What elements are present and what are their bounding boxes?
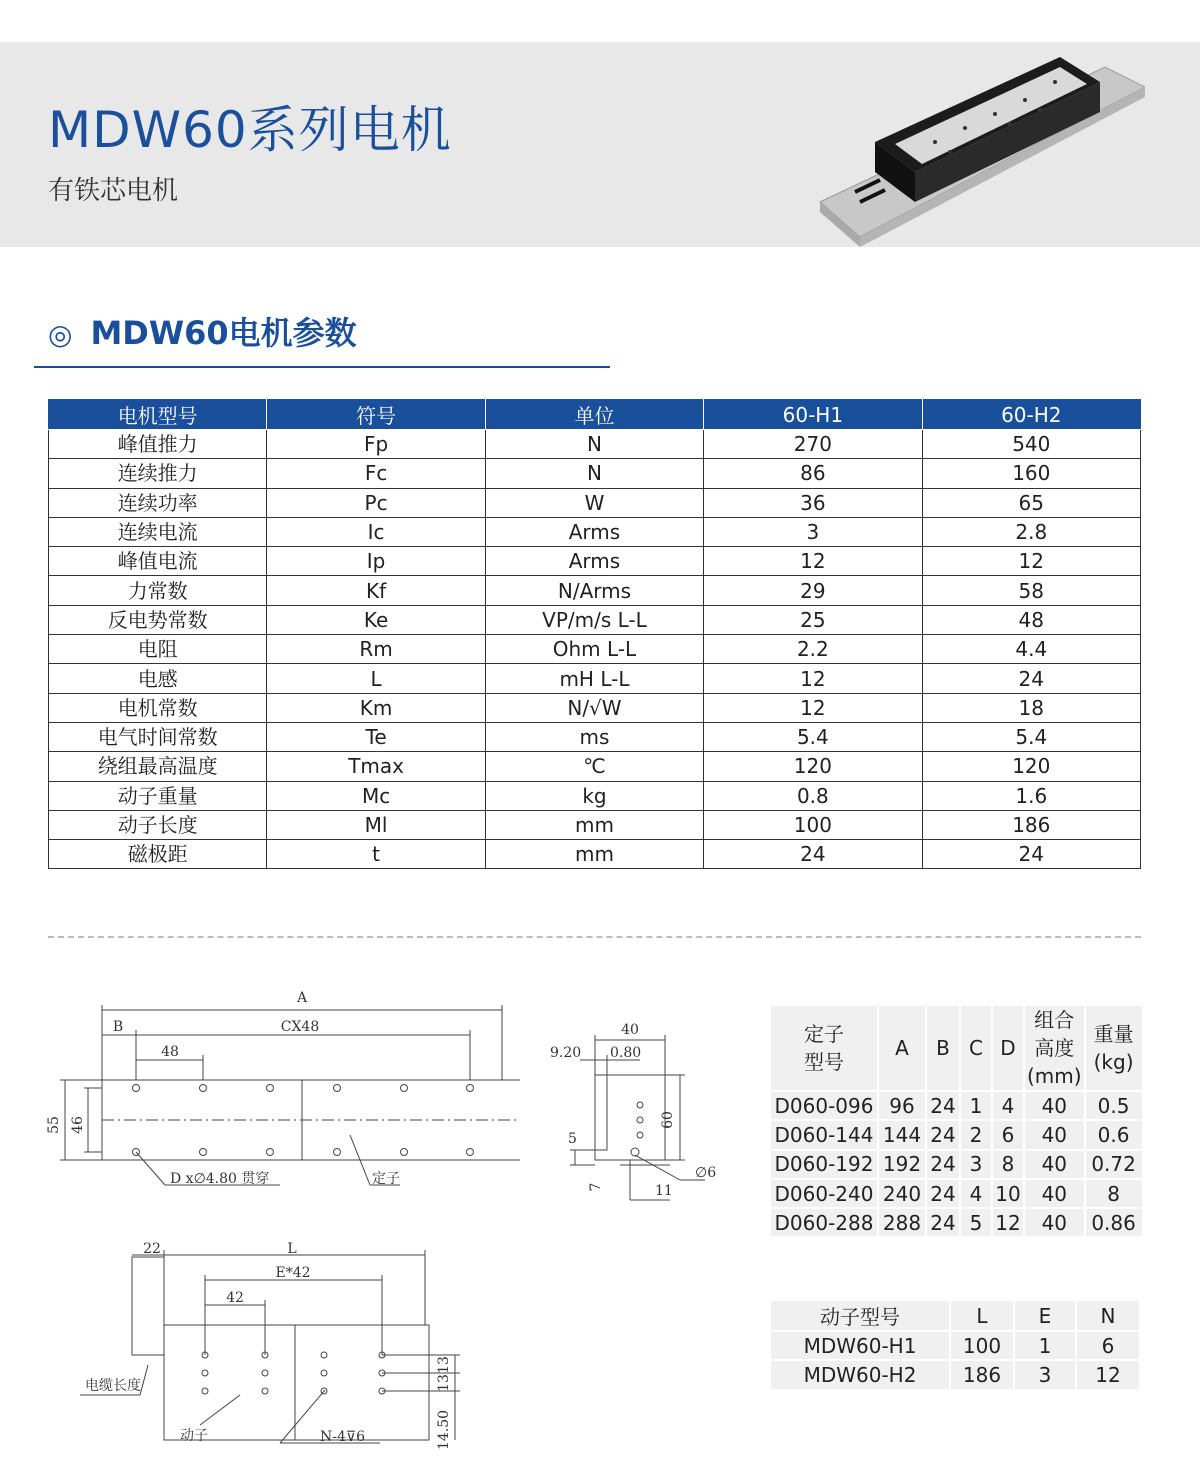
table-cell: D060-144 bbox=[770, 1120, 878, 1149]
mover-header-row bbox=[770, 1300, 1140, 1331]
table-cell: 192 bbox=[878, 1150, 926, 1179]
table-cell: 24 bbox=[922, 664, 1140, 693]
mover-header-cell: N bbox=[1076, 1300, 1140, 1331]
table-cell: D060-192 bbox=[770, 1150, 878, 1179]
table-cell: 连续功率 bbox=[49, 488, 267, 517]
table-cell: 240 bbox=[878, 1179, 926, 1208]
table-cell: 120 bbox=[704, 752, 922, 781]
table-cell: N bbox=[485, 430, 703, 459]
table-cell: 连续推力 bbox=[49, 459, 267, 488]
stator-header-cell: 组合 高度 (mm) bbox=[1024, 1005, 1085, 1091]
table-row bbox=[49, 840, 1141, 869]
stator-top-drawing bbox=[40, 985, 520, 1195]
table-cell: 100 bbox=[704, 810, 922, 839]
table-cell: 86 bbox=[704, 459, 922, 488]
table-cell: N bbox=[485, 459, 703, 488]
hole-mark bbox=[321, 1352, 327, 1358]
hole-mark bbox=[334, 1149, 341, 1156]
table-cell: 0.5 bbox=[1085, 1091, 1143, 1120]
table-cell: 峰值推力 bbox=[49, 430, 267, 459]
hole-mark bbox=[200, 1085, 207, 1092]
dim-46: 46 bbox=[70, 1116, 86, 1134]
table-cell: 24 bbox=[926, 1091, 960, 1120]
dim-13b: 13 bbox=[436, 1374, 452, 1392]
cable-label: 电缆长度 bbox=[85, 1378, 141, 1394]
table-cell: Mc bbox=[267, 781, 485, 810]
table-cell: D060-096 bbox=[770, 1091, 878, 1120]
table-cell: VP/m/s L-L bbox=[485, 605, 703, 634]
divider bbox=[48, 936, 1141, 938]
table-cell: 5.4 bbox=[704, 722, 922, 751]
table-cell: D060-288 bbox=[770, 1208, 878, 1237]
stator-header-cell: A bbox=[878, 1005, 926, 1091]
hole-mark bbox=[262, 1370, 268, 1376]
dim-11: 11 bbox=[655, 1183, 673, 1199]
table-cell: 40 bbox=[1024, 1120, 1085, 1149]
table-cell: Ke bbox=[267, 605, 485, 634]
dim-5: 5 bbox=[568, 1131, 577, 1147]
table-cell: 5.4 bbox=[922, 722, 1140, 751]
table-cell: 2 bbox=[960, 1120, 992, 1149]
page-title: MDW60系列电机 bbox=[48, 101, 452, 159]
table-cell: Ohm L-L bbox=[485, 635, 703, 664]
page-subtitle: 有铁芯电机 bbox=[48, 176, 179, 206]
mover-drawing bbox=[80, 1235, 480, 1460]
table-cell: Fp bbox=[267, 430, 485, 459]
stator-header-cell: 重量 (kg) bbox=[1085, 1005, 1143, 1091]
dim-080: 0.80 bbox=[610, 1045, 642, 1061]
mover-label: 动子 bbox=[180, 1428, 208, 1444]
section-title bbox=[48, 308, 357, 354]
table-cell: t bbox=[267, 840, 485, 869]
table-cell: 0.6 bbox=[1085, 1120, 1143, 1149]
dim-48: 48 bbox=[161, 1044, 179, 1060]
table-cell: 24 bbox=[926, 1208, 960, 1237]
stator-table bbox=[769, 1004, 1144, 1238]
side-view-drawing bbox=[540, 1015, 740, 1205]
dim-l: L bbox=[287, 1241, 297, 1257]
table-cell: ℃ bbox=[485, 752, 703, 781]
table-cell: Ml bbox=[267, 810, 485, 839]
table-cell: Te bbox=[267, 722, 485, 751]
table-cell: Fc bbox=[267, 459, 485, 488]
table-cell: 100 bbox=[950, 1331, 1014, 1360]
table-cell: 18 bbox=[922, 693, 1140, 722]
table-cell: 24 bbox=[926, 1179, 960, 1208]
table-row bbox=[49, 635, 1141, 664]
table-cell: 144 bbox=[878, 1120, 926, 1149]
table-cell: 40 bbox=[1024, 1179, 1085, 1208]
params-header-cell: 60-H2 bbox=[922, 400, 1140, 430]
table-cell: mH L-L bbox=[485, 664, 703, 693]
table-cell: 2.2 bbox=[704, 635, 922, 664]
hole-mark bbox=[202, 1388, 208, 1394]
dim-phi6: ∅6 bbox=[695, 1165, 717, 1181]
params-header-cell: 60-H1 bbox=[704, 400, 922, 430]
dim-55: 55 bbox=[46, 1116, 62, 1134]
motor-product-image bbox=[815, 52, 1145, 252]
table-cell: Ic bbox=[267, 517, 485, 546]
table-cell: 24 bbox=[926, 1120, 960, 1149]
hole-mark bbox=[401, 1149, 408, 1156]
table-cell: 160 bbox=[922, 459, 1140, 488]
table-cell: 峰值电流 bbox=[49, 547, 267, 576]
table-cell: Ip bbox=[267, 547, 485, 576]
table-cell: 8 bbox=[1085, 1179, 1143, 1208]
table-cell: Kf bbox=[267, 576, 485, 605]
hole-mark bbox=[200, 1149, 207, 1156]
table-cell: 0.8 bbox=[704, 781, 922, 810]
table-cell: mm bbox=[485, 840, 703, 869]
table-cell: Pc bbox=[267, 488, 485, 517]
dim-e42: E*42 bbox=[275, 1265, 311, 1281]
header-banner bbox=[0, 42, 1200, 247]
table-row bbox=[49, 810, 1141, 839]
table-cell: 29 bbox=[704, 576, 922, 605]
table-cell: 12 bbox=[992, 1208, 1024, 1237]
table-cell: kg bbox=[485, 781, 703, 810]
table-row bbox=[49, 430, 1141, 459]
table-row bbox=[770, 1091, 1143, 1120]
dim-b: B bbox=[112, 1019, 124, 1035]
table-cell: W bbox=[485, 488, 703, 517]
table-row bbox=[49, 576, 1141, 605]
stator-header-cell: 定子 型号 bbox=[770, 1005, 878, 1091]
section-title-text: MDW60电机参数 bbox=[90, 314, 357, 352]
params-header-cell: 符号 bbox=[267, 400, 485, 430]
table-cell: Arms bbox=[485, 517, 703, 546]
section-underline bbox=[34, 366, 610, 368]
table-cell: 8 bbox=[992, 1150, 1024, 1179]
table-row bbox=[49, 781, 1141, 810]
mover-table bbox=[769, 1299, 1141, 1391]
table-cell: 3 bbox=[960, 1150, 992, 1179]
table-cell: 绕组最高温度 bbox=[49, 752, 267, 781]
table-cell: 4.4 bbox=[922, 635, 1140, 664]
ring-icon: ◎ bbox=[48, 318, 73, 351]
table-cell: 12 bbox=[922, 547, 1140, 576]
table-row bbox=[770, 1208, 1143, 1237]
table-cell: 6 bbox=[992, 1120, 1024, 1149]
params-header-cell: 单位 bbox=[485, 400, 703, 430]
params-table bbox=[48, 399, 1141, 869]
table-cell: 4 bbox=[992, 1091, 1024, 1120]
dim-a: A bbox=[296, 990, 308, 1006]
table-cell: 1 bbox=[1014, 1331, 1076, 1360]
table-cell: L bbox=[267, 664, 485, 693]
hole-mark bbox=[262, 1388, 268, 1394]
table-row bbox=[49, 488, 1141, 517]
table-cell: 288 bbox=[878, 1208, 926, 1237]
table-cell: 24 bbox=[926, 1150, 960, 1179]
table-cell: 0.72 bbox=[1085, 1150, 1143, 1179]
threads-label: N-4⊽6 bbox=[320, 1429, 366, 1445]
table-cell: 36 bbox=[704, 488, 922, 517]
table-cell: 96 bbox=[878, 1091, 926, 1120]
table-cell: 动子长度 bbox=[49, 810, 267, 839]
table-cell: 6 bbox=[1076, 1331, 1140, 1360]
table-row bbox=[49, 547, 1141, 576]
table-row bbox=[49, 752, 1141, 781]
table-cell: 12 bbox=[704, 693, 922, 722]
table-cell: 10 bbox=[992, 1179, 1024, 1208]
table-row bbox=[49, 722, 1141, 751]
table-cell: 186 bbox=[922, 810, 1140, 839]
table-cell: 电感 bbox=[49, 664, 267, 693]
hole-mark bbox=[401, 1085, 408, 1092]
table-cell: 24 bbox=[922, 840, 1140, 869]
stator-label: 定子 bbox=[372, 1171, 400, 1187]
holes-label: D x∅4.80 贯穿 bbox=[170, 1171, 270, 1187]
mover-header-cell: E bbox=[1014, 1300, 1076, 1331]
table-cell: 12 bbox=[1076, 1360, 1140, 1389]
table-cell: Rm bbox=[267, 635, 485, 664]
table-cell: 电气时间常数 bbox=[49, 722, 267, 751]
hole-mark bbox=[267, 1085, 274, 1092]
params-header-cell: 电机型号 bbox=[49, 400, 267, 430]
table-row bbox=[49, 517, 1141, 546]
table-cell: 540 bbox=[922, 430, 1140, 459]
table-cell: 4 bbox=[960, 1179, 992, 1208]
table-cell: 65 bbox=[922, 488, 1140, 517]
table-cell: MDW60-H1 bbox=[770, 1331, 950, 1360]
table-cell: 48 bbox=[922, 605, 1140, 634]
table-cell: 5 bbox=[960, 1208, 992, 1237]
table-cell: 12 bbox=[704, 664, 922, 693]
table-cell: 40 bbox=[1024, 1208, 1085, 1237]
dim-60: 60 bbox=[660, 1111, 676, 1129]
hole-mark bbox=[467, 1085, 474, 1092]
dim-cx48: CX48 bbox=[280, 1019, 320, 1035]
table-cell: 25 bbox=[704, 605, 922, 634]
mover-header-cell: L bbox=[950, 1300, 1014, 1331]
table-cell: 58 bbox=[922, 576, 1140, 605]
hole-mark bbox=[321, 1370, 327, 1376]
hole-mark bbox=[202, 1370, 208, 1376]
table-cell: 1 bbox=[960, 1091, 992, 1120]
dim-1450: 14.50 bbox=[436, 1409, 452, 1451]
table-cell: 3 bbox=[1014, 1360, 1076, 1389]
table-cell: mm bbox=[485, 810, 703, 839]
table-cell: N/Arms bbox=[485, 576, 703, 605]
table-cell: 磁极距 bbox=[49, 840, 267, 869]
table-row bbox=[770, 1120, 1143, 1149]
table-cell: 120 bbox=[922, 752, 1140, 781]
table-cell: 40 bbox=[1024, 1150, 1085, 1179]
stator-header-row bbox=[770, 1005, 1143, 1091]
table-cell: 270 bbox=[704, 430, 922, 459]
table-cell: 电机常数 bbox=[49, 693, 267, 722]
table-cell: 力常数 bbox=[49, 576, 267, 605]
table-cell: Km bbox=[267, 693, 485, 722]
table-cell: 2.8 bbox=[922, 517, 1140, 546]
table-cell: 1.6 bbox=[922, 781, 1140, 810]
stator-header-cell: D bbox=[992, 1005, 1024, 1091]
table-cell: D060-240 bbox=[770, 1179, 878, 1208]
table-cell: MDW60-H2 bbox=[770, 1360, 950, 1389]
table-cell: 连续电流 bbox=[49, 517, 267, 546]
stator-header-cell: B bbox=[926, 1005, 960, 1091]
table-cell: 动子重量 bbox=[49, 781, 267, 810]
table-row bbox=[49, 605, 1141, 634]
stator-header-cell: C bbox=[960, 1005, 992, 1091]
table-row bbox=[770, 1360, 1140, 1389]
dim-22: 22 bbox=[143, 1241, 161, 1257]
mover-header-cell: 动子型号 bbox=[770, 1300, 950, 1331]
table-cell: 12 bbox=[704, 547, 922, 576]
table-row bbox=[770, 1179, 1143, 1208]
hole-mark bbox=[267, 1149, 274, 1156]
dim-13a: 13 bbox=[436, 1356, 452, 1374]
table-row bbox=[770, 1150, 1143, 1179]
dim-7: 7 bbox=[588, 1182, 604, 1192]
table-row bbox=[49, 459, 1141, 488]
dim-920: 9.20 bbox=[550, 1045, 582, 1061]
table-row bbox=[49, 664, 1141, 693]
table-cell: 电阻 bbox=[49, 635, 267, 664]
hole-mark bbox=[334, 1085, 341, 1092]
hole-mark bbox=[467, 1149, 474, 1156]
table-row bbox=[49, 693, 1141, 722]
table-cell: 0.86 bbox=[1085, 1208, 1143, 1237]
table-cell: 反电势常数 bbox=[49, 605, 267, 634]
table-cell: Arms bbox=[485, 547, 703, 576]
table-row bbox=[770, 1331, 1140, 1360]
table-cell: 186 bbox=[950, 1360, 1014, 1389]
table-cell: N/√W bbox=[485, 693, 703, 722]
hole-mark bbox=[133, 1085, 140, 1092]
table-cell: 40 bbox=[1024, 1091, 1085, 1120]
table-cell: 3 bbox=[704, 517, 922, 546]
dim-40: 40 bbox=[621, 1022, 639, 1038]
params-header-row bbox=[49, 400, 1141, 430]
table-cell: 24 bbox=[704, 840, 922, 869]
table-cell: ms bbox=[485, 722, 703, 751]
dim-42: 42 bbox=[226, 1290, 244, 1306]
table-cell: Tmax bbox=[267, 752, 485, 781]
